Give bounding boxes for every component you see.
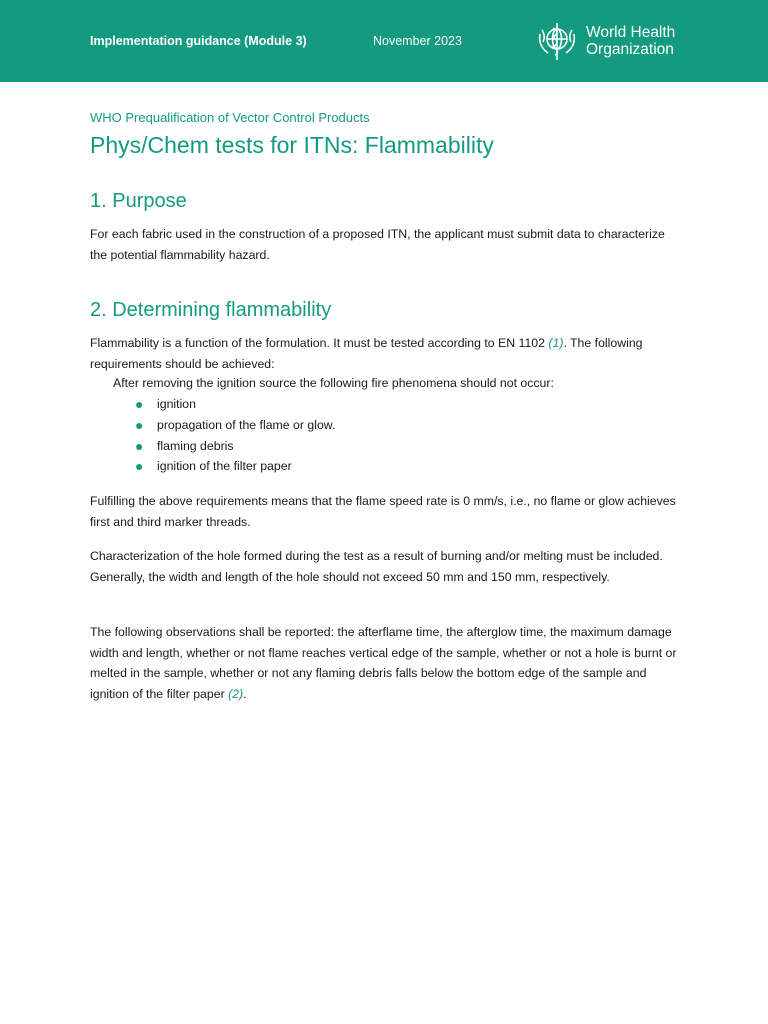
hole-characterization-paragraph: Characterization of the hole formed during the test as a result of burning and/or melting must be included. Generally, the width and length of the hole should not exceed 50 mm and 150 mm, respectively. bbox=[90, 549, 663, 584]
observations-text-end: . bbox=[243, 686, 247, 701]
who-emblem-icon bbox=[534, 20, 580, 62]
who-wordmark bbox=[586, 24, 675, 58]
list-item: ● flaming debris bbox=[135, 436, 335, 457]
document-kicker: WHO Prequalification of Vector Control Products bbox=[90, 110, 370, 125]
observations-text: The following observations shall be reported: the afterflame time, the afterglow time, the maximum damage width and length, whether or not flame reaches vertical edge of the sample, whether or not a hole is burnt or melted in the sample, whether or not any flaming debris falls below the bottom edge of the sample and ignition of the filter paper bbox=[90, 625, 677, 701]
bullet-icon: ● bbox=[135, 437, 144, 454]
bullet-icon: ● bbox=[135, 458, 144, 475]
module-label: Implementation guidance (Module 3) bbox=[90, 34, 307, 48]
phenomena-list bbox=[135, 394, 335, 477]
list-item: ● ignition of the filter paper bbox=[135, 456, 335, 477]
list-item: ● propagation of the flame or glow. bbox=[135, 415, 335, 436]
page-header bbox=[0, 0, 768, 82]
citation-1-link[interactable]: (1) bbox=[548, 336, 564, 350]
section-determining-heading: 2. Determining flammability bbox=[90, 299, 332, 321]
intro-text-end: . The following requirements should be achieved: bbox=[90, 336, 643, 371]
org-name-line1: World Health bbox=[586, 24, 676, 41]
list-item: ● ignition bbox=[135, 394, 335, 415]
intro-text: Flammability is a function of the formulation. It must be tested according to EN 1102 bbox=[90, 336, 549, 350]
flammability-intro-paragraph bbox=[90, 333, 680, 374]
flame-speed-paragraph: Fulfilling the above requirements means that the flame speed rate is 0 mm/s, i.e., no flame or glow achieves first and third marker threads. bbox=[90, 494, 676, 529]
indented-requirement: After removing the ignition source the following fire phenomena should not occur: bbox=[113, 376, 554, 390]
org-name-line2: Organization bbox=[586, 41, 674, 58]
page-title: Phys/Chem tests for ITNs: Flammability bbox=[90, 132, 494, 158]
purpose-paragraph: For each fabric used in the construction of a proposed ITN, the applicant must submit data to characterize the potential flammability hazard. bbox=[90, 227, 665, 262]
date-label: November 2023 bbox=[373, 34, 462, 48]
section-purpose-heading: 1. Purpose bbox=[90, 190, 187, 212]
bullet-icon: ● bbox=[135, 396, 144, 412]
observations-paragraph bbox=[90, 622, 680, 704]
bullet-icon: ● bbox=[135, 416, 144, 433]
citation-2-link[interactable]: (2) bbox=[228, 686, 244, 701]
